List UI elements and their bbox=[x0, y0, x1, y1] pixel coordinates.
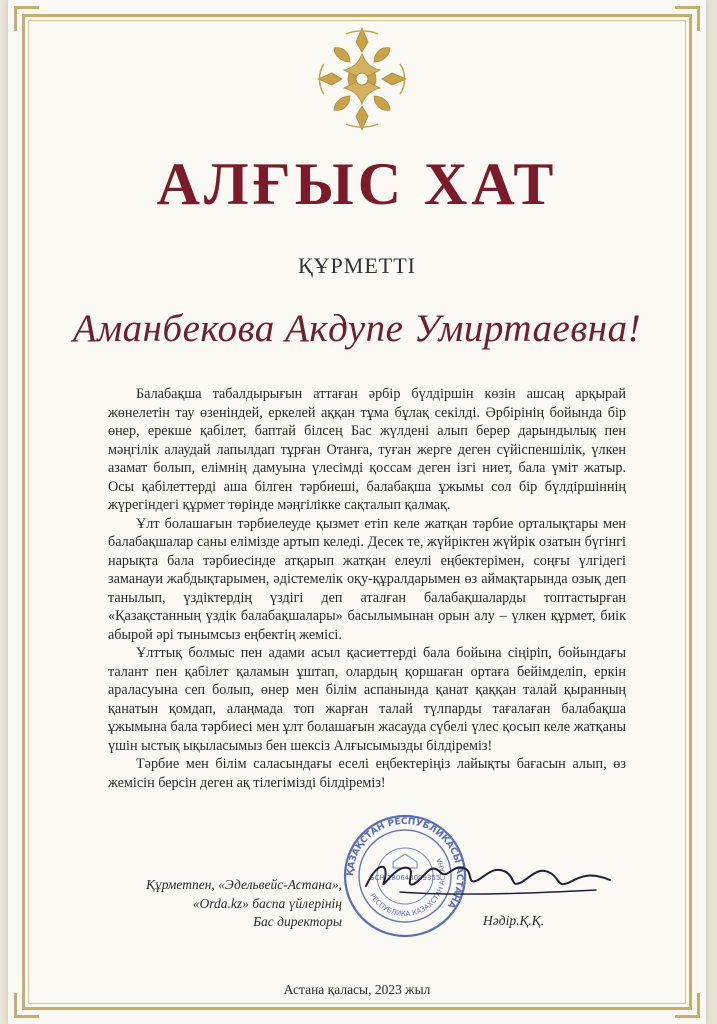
letter-body bbox=[108, 385, 626, 792]
seal-center-text: БСН 180640009355 bbox=[369, 874, 441, 882]
signatory-line-1: Құрметпен, «Эдельвейс-Астана», bbox=[146, 877, 342, 892]
document-title: АЛҒЫС ХАТ bbox=[156, 151, 558, 217]
place-and-date: Астана қаласы, 2023 жыл bbox=[283, 982, 431, 997]
corner-ornament-top-right bbox=[675, 6, 700, 31]
signatory-line-3: Бас директоры bbox=[253, 914, 342, 929]
body-paragraph: Ұлт болашағын тәрбиелеуде қызмет етіп келе жатқан тәрбие орталықтары мен балабақшалар саны елімізде артып келеді. Десек те, жүйріктен жүйрік озатын бүгінгі нарықта бала тәрбиесінде атқарып жатқан елеулі еңбектерімен, соңғы үлгідегі заманауи жабдықтарымен, әдістемелік оқу-құралдарымен өз аймақтарында озық деп танылып, үздіктердің үздігі деп аталған балабақшаларды топтастырған «Қазақстанның үздік балабақшалары» басылымынан орын алу – үлкен құрмет, биік абырой әрі тынымсыз еңбектің жемісі. bbox=[108, 515, 626, 643]
signatory-line-2: «Orda.kz» баспа үйлерінің bbox=[192, 895, 342, 911]
body-paragraph: Ұлттық болмыс пен адами асыл қасиеттерді бала бойына сіңіріп, бойындағы талант пен қабілет қаламын ұштап, олардың қоршаған ортаға бейімделіп, еркін араласуына сеп болып, өнер мен білім аспанында қанат қаққан талай қыранның қанатын қомдап, алаңмада топ жарған талай түлпарды тағалаған балабақша ұжымына бала тәрбиесі мен ұлт болашағын жасауда сүбелі үлес қосып келе жатқаны үшін ыстық ықыласымыз бен шексіз Алғысымызды білдіреміз! bbox=[108, 645, 626, 754]
seal-outer-text: ҚАЗАҚСТАН РЕСПУБЛИКАСЫ АСТАНА bbox=[345, 816, 465, 910]
signatory-block bbox=[94, 876, 342, 932]
handwritten-signature bbox=[360, 852, 616, 902]
body-paragraph: Тәрбие мен білім саласындағы еселі еңбектеріңіз лайықты бағасын алып, өз жемісін берсін деген ақ тілегімізді білдіреміз! bbox=[108, 756, 626, 791]
corner-ornament-top-left bbox=[14, 6, 39, 31]
recipient-name: Аманбекова Акдупе Умиртаевна! bbox=[72, 307, 642, 350]
kazakh-ornament-emblem bbox=[314, 24, 410, 134]
salutation: ҚҰРМЕТТІ bbox=[298, 253, 416, 278]
signatory-name: Нәдір.Қ.Қ. bbox=[483, 913, 545, 928]
body-paragraph: Балабақша табалдырығын аттаған әрбір бүлдіршін көзін ашсаң арқырай жөнелетін тау өзеніндей, еркелей аққан тұма бұлақ секілді. Әрбірінің бойында бір өнер, ерекше қабілет, баптай білсең Бас жүлдені алып берер дарындылық пен мәңгілік алаудай лапылдап тұрған Отанға, туған жерге деген сүйіспеншілік, үлкен азамат болып, елімнің дамуына үлесімді қоссам деген ізгі ниет, бала үміт жатыр. Осы қабілеттерді аша білген тәрбиеші, балабақша ұжымы сол бір бүлдіршіннің жүрегіндегі құрмет төрінде мәңгілікке сақталып қалмақ. bbox=[108, 386, 626, 513]
seal-inner-text: РЕСПУБЛИКА КАЗАХСТАН АСТАНА bbox=[368, 856, 448, 919]
certificate-sheet bbox=[8, 0, 706, 1024]
